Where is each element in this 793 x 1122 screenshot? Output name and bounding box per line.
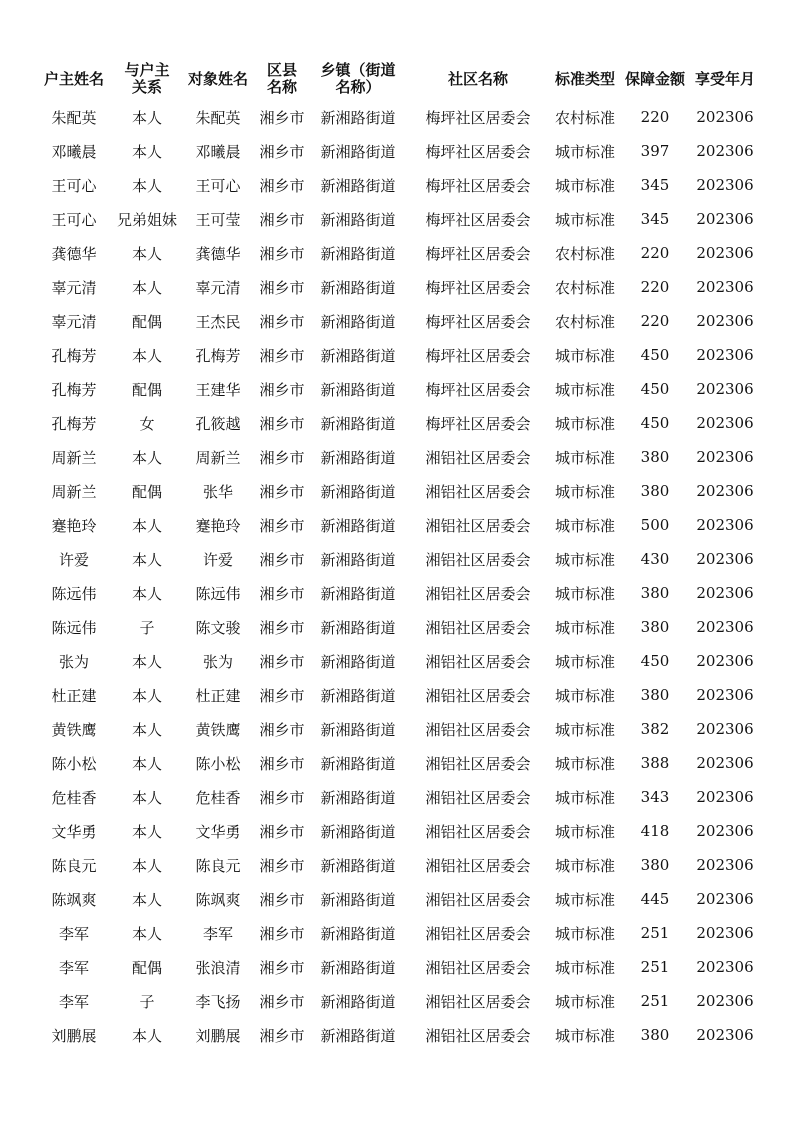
cell-householder-name: 蹇艳玲 bbox=[51, 516, 97, 535]
cell-community: 梅坪社区居委会 bbox=[425, 312, 531, 331]
cell-householder-name: 张为 bbox=[58, 652, 89, 671]
cell-amount: 220 bbox=[640, 312, 670, 330]
cell-recipient-name: 黄铁鹰 bbox=[195, 720, 241, 739]
cell-period: 202306 bbox=[696, 992, 754, 1010]
table-row bbox=[34, 814, 762, 848]
cell-town-street: 新湘路街道 bbox=[320, 448, 396, 467]
cell-amount: 343 bbox=[640, 788, 670, 806]
cell-period: 202306 bbox=[696, 924, 754, 942]
cell-standard-type: 城市标准 bbox=[554, 516, 615, 535]
cell-town-street: 新湘路街道 bbox=[320, 176, 396, 195]
cell-period: 202306 bbox=[696, 244, 754, 262]
cell-householder-name: 陈飒爽 bbox=[51, 890, 97, 909]
cell-relationship: 本人 bbox=[131, 788, 162, 807]
cell-recipient-name: 陈飒爽 bbox=[195, 890, 241, 909]
cell-standard-type: 城市标准 bbox=[554, 176, 615, 195]
cell-county: 湘乡市 bbox=[259, 414, 305, 433]
cell-county: 湘乡市 bbox=[259, 312, 305, 331]
cell-amount: 380 bbox=[640, 584, 670, 602]
cell-community: 梅坪社区居委会 bbox=[425, 278, 531, 297]
table-row bbox=[34, 610, 762, 644]
col-header-standard-type: 标准类型 bbox=[554, 69, 615, 88]
cell-town-street: 新湘路街道 bbox=[320, 720, 396, 739]
cell-householder-name: 陈远伟 bbox=[51, 584, 97, 603]
cell-town-street: 新湘路街道 bbox=[320, 754, 396, 773]
cell-county: 湘乡市 bbox=[259, 550, 305, 569]
cell-period: 202306 bbox=[696, 1026, 754, 1044]
cell-recipient-name: 朱配英 bbox=[195, 108, 241, 127]
cell-period: 202306 bbox=[696, 788, 754, 806]
cell-town-street: 新湘路街道 bbox=[320, 890, 396, 909]
cell-recipient-name: 杜正建 bbox=[195, 686, 241, 705]
cell-recipient-name: 张浪清 bbox=[195, 958, 241, 977]
table-row bbox=[34, 950, 762, 984]
table-row bbox=[34, 882, 762, 916]
cell-community: 梅坪社区居委会 bbox=[425, 244, 531, 263]
cell-relationship: 配偶 bbox=[131, 312, 162, 331]
cell-householder-name: 刘鹏展 bbox=[51, 1026, 97, 1045]
cell-householder-name: 孔梅芳 bbox=[51, 380, 97, 399]
cell-period: 202306 bbox=[696, 958, 754, 976]
cell-householder-name: 辜元清 bbox=[51, 312, 97, 331]
cell-householder-name: 黄铁鹰 bbox=[51, 720, 97, 739]
cell-householder-name: 杜正建 bbox=[51, 686, 97, 705]
cell-period: 202306 bbox=[696, 516, 754, 534]
cell-community: 梅坪社区居委会 bbox=[425, 108, 531, 127]
cell-amount: 450 bbox=[640, 414, 670, 432]
cell-amount: 220 bbox=[640, 108, 670, 126]
cell-standard-type: 城市标准 bbox=[554, 448, 615, 467]
cell-community: 湘铝社区居委会 bbox=[425, 482, 531, 501]
cell-amount: 450 bbox=[640, 380, 670, 398]
cell-county: 湘乡市 bbox=[259, 822, 305, 841]
cell-relationship: 子 bbox=[139, 992, 155, 1011]
cell-period: 202306 bbox=[696, 380, 754, 398]
cell-county: 湘乡市 bbox=[259, 482, 305, 501]
cell-standard-type: 城市标准 bbox=[554, 380, 615, 399]
cell-period: 202306 bbox=[696, 210, 754, 228]
cell-town-street: 新湘路街道 bbox=[320, 618, 396, 637]
cell-county: 湘乡市 bbox=[259, 1026, 305, 1045]
cell-county: 湘乡市 bbox=[259, 890, 305, 909]
col-header-relationship: 与户主 关系 bbox=[124, 61, 170, 96]
cell-town-street: 新湘路街道 bbox=[320, 516, 396, 535]
cell-standard-type: 城市标准 bbox=[554, 924, 615, 943]
cell-relationship: 本人 bbox=[131, 516, 162, 535]
cell-standard-type: 城市标准 bbox=[554, 414, 615, 433]
cell-householder-name: 龚德华 bbox=[51, 244, 97, 263]
cell-relationship: 本人 bbox=[131, 278, 162, 297]
cell-county: 湘乡市 bbox=[259, 992, 305, 1011]
cell-relationship: 本人 bbox=[131, 856, 162, 875]
cell-relationship: 本人 bbox=[131, 448, 162, 467]
cell-relationship: 本人 bbox=[131, 176, 162, 195]
cell-relationship: 本人 bbox=[131, 890, 162, 909]
cell-town-street: 新湘路街道 bbox=[320, 482, 396, 501]
col-header-county: 区县 名称 bbox=[266, 61, 297, 96]
cell-standard-type: 城市标准 bbox=[554, 142, 615, 161]
cell-standard-type: 城市标准 bbox=[554, 856, 615, 875]
cell-standard-type: 城市标准 bbox=[554, 550, 615, 569]
cell-county: 湘乡市 bbox=[259, 278, 305, 297]
cell-period: 202306 bbox=[696, 618, 754, 636]
cell-recipient-name: 张为 bbox=[202, 652, 233, 671]
cell-standard-type: 城市标准 bbox=[554, 482, 615, 501]
table-row bbox=[34, 746, 762, 780]
cell-standard-type: 城市标准 bbox=[554, 992, 615, 1011]
cell-standard-type: 城市标准 bbox=[554, 720, 615, 739]
table-row bbox=[34, 270, 762, 304]
cell-recipient-name: 危桂香 bbox=[195, 788, 241, 807]
cell-amount: 388 bbox=[640, 754, 670, 772]
cell-recipient-name: 陈文骏 bbox=[195, 618, 241, 637]
cell-county: 湘乡市 bbox=[259, 754, 305, 773]
cell-county: 湘乡市 bbox=[259, 108, 305, 127]
cell-standard-type: 城市标准 bbox=[554, 754, 615, 773]
cell-standard-type: 农村标准 bbox=[554, 312, 615, 331]
table-row bbox=[34, 984, 762, 1018]
cell-amount: 450 bbox=[640, 652, 670, 670]
cell-recipient-name: 王可心 bbox=[195, 176, 241, 195]
cell-relationship: 配偶 bbox=[131, 958, 162, 977]
cell-householder-name: 周新兰 bbox=[51, 482, 97, 501]
cell-community: 湘铝社区居委会 bbox=[425, 550, 531, 569]
cell-recipient-name: 周新兰 bbox=[195, 448, 241, 467]
cell-householder-name: 朱配英 bbox=[51, 108, 97, 127]
table-row bbox=[34, 848, 762, 882]
cell-community: 梅坪社区居委会 bbox=[425, 210, 531, 229]
cell-householder-name: 王可心 bbox=[51, 210, 97, 229]
cell-relationship: 配偶 bbox=[131, 380, 162, 399]
cell-community: 湘铝社区居委会 bbox=[425, 890, 531, 909]
cell-town-street: 新湘路街道 bbox=[320, 142, 396, 161]
cell-recipient-name: 文华勇 bbox=[195, 822, 241, 841]
cell-amount: 380 bbox=[640, 856, 670, 874]
cell-town-street: 新湘路街道 bbox=[320, 788, 396, 807]
cell-town-street: 新湘路街道 bbox=[320, 380, 396, 399]
cell-relationship: 子 bbox=[139, 618, 155, 637]
table-row bbox=[34, 202, 762, 236]
table-row bbox=[34, 916, 762, 950]
cell-period: 202306 bbox=[696, 652, 754, 670]
table-row bbox=[34, 406, 762, 440]
cell-householder-name: 陈远伟 bbox=[51, 618, 97, 637]
cell-period: 202306 bbox=[696, 108, 754, 126]
cell-householder-name: 陈小松 bbox=[51, 754, 97, 773]
cell-county: 湘乡市 bbox=[259, 584, 305, 603]
cell-recipient-name: 龚德华 bbox=[195, 244, 241, 263]
table-body bbox=[34, 100, 762, 1052]
table-row bbox=[34, 678, 762, 712]
cell-community: 湘铝社区居委会 bbox=[425, 924, 531, 943]
cell-town-street: 新湘路街道 bbox=[320, 312, 396, 331]
cell-amount: 345 bbox=[640, 176, 670, 194]
cell-community: 湘铝社区居委会 bbox=[425, 448, 531, 467]
cell-period: 202306 bbox=[696, 312, 754, 330]
cell-standard-type: 城市标准 bbox=[554, 788, 615, 807]
cell-amount: 380 bbox=[640, 618, 670, 636]
cell-county: 湘乡市 bbox=[259, 686, 305, 705]
cell-town-street: 新湘路街道 bbox=[320, 822, 396, 841]
cell-householder-name: 文华勇 bbox=[51, 822, 97, 841]
cell-amount: 450 bbox=[640, 346, 670, 364]
cell-town-street: 新湘路街道 bbox=[320, 346, 396, 365]
cell-town-street: 新湘路街道 bbox=[320, 992, 396, 1011]
cell-recipient-name: 李军 bbox=[202, 924, 233, 943]
cell-amount: 380 bbox=[640, 1026, 670, 1044]
cell-town-street: 新湘路街道 bbox=[320, 686, 396, 705]
cell-recipient-name: 陈远伟 bbox=[195, 584, 241, 603]
cell-recipient-name: 王杰民 bbox=[195, 312, 241, 331]
cell-period: 202306 bbox=[696, 278, 754, 296]
cell-recipient-name: 邓曦晨 bbox=[195, 142, 241, 161]
cell-period: 202306 bbox=[696, 176, 754, 194]
table-row bbox=[34, 542, 762, 576]
cell-amount: 397 bbox=[640, 142, 670, 160]
cell-standard-type: 农村标准 bbox=[554, 244, 615, 263]
cell-amount: 445 bbox=[640, 890, 670, 908]
cell-period: 202306 bbox=[696, 890, 754, 908]
col-header-town-street: 乡镇（街道 名称） bbox=[320, 61, 396, 96]
cell-community: 湘铝社区居委会 bbox=[425, 516, 531, 535]
cell-standard-type: 城市标准 bbox=[554, 1026, 615, 1045]
cell-relationship: 本人 bbox=[131, 924, 162, 943]
cell-period: 202306 bbox=[696, 720, 754, 738]
cell-town-street: 新湘路街道 bbox=[320, 958, 396, 977]
assistance-table bbox=[34, 58, 762, 1052]
cell-standard-type: 城市标准 bbox=[554, 584, 615, 603]
cell-recipient-name: 王可莹 bbox=[195, 210, 241, 229]
table-row bbox=[34, 236, 762, 270]
cell-county: 湘乡市 bbox=[259, 516, 305, 535]
col-header-community: 社区名称 bbox=[447, 69, 508, 88]
cell-town-street: 新湘路街道 bbox=[320, 1026, 396, 1045]
cell-amount: 220 bbox=[640, 244, 670, 262]
table-row bbox=[34, 168, 762, 202]
cell-community: 湘铝社区居委会 bbox=[425, 992, 531, 1011]
col-header-householder-name: 户主姓名 bbox=[43, 69, 104, 88]
cell-town-street: 新湘路街道 bbox=[320, 550, 396, 569]
cell-standard-type: 城市标准 bbox=[554, 890, 615, 909]
cell-county: 湘乡市 bbox=[259, 720, 305, 739]
cell-amount: 418 bbox=[640, 822, 670, 840]
cell-county: 湘乡市 bbox=[259, 346, 305, 365]
cell-relationship: 本人 bbox=[131, 720, 162, 739]
cell-householder-name: 孔梅芳 bbox=[51, 346, 97, 365]
cell-recipient-name: 刘鹏展 bbox=[195, 1026, 241, 1045]
cell-householder-name: 王可心 bbox=[51, 176, 97, 195]
cell-community: 湘铝社区居委会 bbox=[425, 788, 531, 807]
cell-relationship: 兄弟姐妹 bbox=[116, 210, 177, 229]
cell-town-street: 新湘路街道 bbox=[320, 856, 396, 875]
assistance-list-sheet bbox=[34, 58, 762, 1052]
cell-relationship: 本人 bbox=[131, 754, 162, 773]
cell-relationship: 本人 bbox=[131, 822, 162, 841]
table-row bbox=[34, 1018, 762, 1052]
cell-recipient-name: 张华 bbox=[202, 482, 233, 501]
cell-period: 202306 bbox=[696, 686, 754, 704]
cell-period: 202306 bbox=[696, 754, 754, 772]
cell-period: 202306 bbox=[696, 346, 754, 364]
cell-standard-type: 城市标准 bbox=[554, 618, 615, 637]
table-row bbox=[34, 474, 762, 508]
cell-amount: 380 bbox=[640, 448, 670, 466]
cell-community: 湘铝社区居委会 bbox=[425, 1026, 531, 1045]
cell-standard-type: 城市标准 bbox=[554, 652, 615, 671]
cell-community: 湘铝社区居委会 bbox=[425, 856, 531, 875]
cell-relationship: 本人 bbox=[131, 244, 162, 263]
cell-community: 湘铝社区居委会 bbox=[425, 754, 531, 773]
cell-recipient-name: 孔筱越 bbox=[195, 414, 241, 433]
cell-community: 湘铝社区居委会 bbox=[425, 686, 531, 705]
table-row bbox=[34, 134, 762, 168]
cell-community: 湘铝社区居委会 bbox=[425, 720, 531, 739]
cell-county: 湘乡市 bbox=[259, 210, 305, 229]
cell-community: 湘铝社区居委会 bbox=[425, 584, 531, 603]
cell-community: 梅坪社区居委会 bbox=[425, 142, 531, 161]
col-header-period: 享受年月 bbox=[694, 69, 755, 88]
cell-relationship: 女 bbox=[139, 414, 155, 433]
cell-town-street: 新湘路街道 bbox=[320, 244, 396, 263]
cell-county: 湘乡市 bbox=[259, 856, 305, 875]
cell-recipient-name: 蹇艳玲 bbox=[195, 516, 241, 535]
cell-recipient-name: 辜元清 bbox=[195, 278, 241, 297]
cell-community: 梅坪社区居委会 bbox=[425, 380, 531, 399]
cell-county: 湘乡市 bbox=[259, 924, 305, 943]
cell-standard-type: 城市标准 bbox=[554, 822, 615, 841]
cell-period: 202306 bbox=[696, 482, 754, 500]
cell-householder-name: 危桂香 bbox=[51, 788, 97, 807]
cell-community: 湘铝社区居委会 bbox=[425, 618, 531, 637]
cell-relationship: 配偶 bbox=[131, 482, 162, 501]
table-row bbox=[34, 440, 762, 474]
cell-town-street: 新湘路街道 bbox=[320, 210, 396, 229]
cell-amount: 251 bbox=[640, 992, 670, 1010]
cell-amount: 251 bbox=[640, 924, 670, 942]
cell-county: 湘乡市 bbox=[259, 618, 305, 637]
table-row bbox=[34, 576, 762, 610]
cell-standard-type: 城市标准 bbox=[554, 346, 615, 365]
table-row bbox=[34, 100, 762, 134]
cell-period: 202306 bbox=[696, 822, 754, 840]
cell-town-street: 新湘路街道 bbox=[320, 278, 396, 297]
col-header-amount: 保障金额 bbox=[624, 69, 685, 88]
cell-amount: 380 bbox=[640, 686, 670, 704]
cell-relationship: 本人 bbox=[131, 1026, 162, 1045]
cell-standard-type: 城市标准 bbox=[554, 210, 615, 229]
cell-householder-name: 李军 bbox=[58, 992, 89, 1011]
cell-standard-type: 农村标准 bbox=[554, 108, 615, 127]
cell-householder-name: 邓曦晨 bbox=[51, 142, 97, 161]
cell-town-street: 新湘路街道 bbox=[320, 108, 396, 127]
cell-county: 湘乡市 bbox=[259, 788, 305, 807]
cell-amount: 220 bbox=[640, 278, 670, 296]
col-header-recipient-name: 对象姓名 bbox=[187, 69, 248, 88]
cell-householder-name: 李军 bbox=[58, 958, 89, 977]
cell-county: 湘乡市 bbox=[259, 958, 305, 977]
cell-recipient-name: 李飞扬 bbox=[195, 992, 241, 1011]
cell-standard-type: 城市标准 bbox=[554, 686, 615, 705]
cell-householder-name: 李军 bbox=[58, 924, 89, 943]
cell-period: 202306 bbox=[696, 584, 754, 602]
cell-period: 202306 bbox=[696, 142, 754, 160]
cell-standard-type: 城市标准 bbox=[554, 958, 615, 977]
cell-town-street: 新湘路街道 bbox=[320, 584, 396, 603]
cell-standard-type: 农村标准 bbox=[554, 278, 615, 297]
cell-householder-name: 许爱 bbox=[58, 550, 89, 569]
cell-town-street: 新湘路街道 bbox=[320, 924, 396, 943]
cell-amount: 382 bbox=[640, 720, 670, 738]
cell-county: 湘乡市 bbox=[259, 652, 305, 671]
cell-county: 湘乡市 bbox=[259, 380, 305, 399]
cell-amount: 251 bbox=[640, 958, 670, 976]
cell-town-street: 新湘路街道 bbox=[320, 652, 396, 671]
table-row bbox=[34, 780, 762, 814]
cell-county: 湘乡市 bbox=[259, 176, 305, 195]
cell-community: 湘铝社区居委会 bbox=[425, 958, 531, 977]
cell-relationship: 本人 bbox=[131, 652, 162, 671]
cell-period: 202306 bbox=[696, 550, 754, 568]
cell-relationship: 本人 bbox=[131, 550, 162, 569]
cell-amount: 380 bbox=[640, 482, 670, 500]
cell-county: 湘乡市 bbox=[259, 142, 305, 161]
table-row bbox=[34, 338, 762, 372]
cell-community: 梅坪社区居委会 bbox=[425, 414, 531, 433]
cell-relationship: 本人 bbox=[131, 584, 162, 603]
cell-community: 湘铝社区居委会 bbox=[425, 652, 531, 671]
table-row bbox=[34, 644, 762, 678]
cell-community: 梅坪社区居委会 bbox=[425, 346, 531, 365]
cell-community: 湘铝社区居委会 bbox=[425, 822, 531, 841]
cell-amount: 430 bbox=[640, 550, 670, 568]
cell-relationship: 本人 bbox=[131, 346, 162, 365]
cell-recipient-name: 王建华 bbox=[195, 380, 241, 399]
cell-period: 202306 bbox=[696, 448, 754, 466]
cell-period: 202306 bbox=[696, 856, 754, 874]
cell-county: 湘乡市 bbox=[259, 244, 305, 263]
cell-householder-name: 陈良元 bbox=[51, 856, 97, 875]
cell-amount: 500 bbox=[640, 516, 670, 534]
table-row bbox=[34, 712, 762, 746]
cell-relationship: 本人 bbox=[131, 142, 162, 161]
cell-county: 湘乡市 bbox=[259, 448, 305, 467]
table-row bbox=[34, 304, 762, 338]
cell-period: 202306 bbox=[696, 414, 754, 432]
cell-community: 梅坪社区居委会 bbox=[425, 176, 531, 195]
cell-recipient-name: 孔梅芳 bbox=[195, 346, 241, 365]
cell-town-street: 新湘路街道 bbox=[320, 414, 396, 433]
cell-recipient-name: 陈小松 bbox=[195, 754, 241, 773]
cell-recipient-name: 许爱 bbox=[202, 550, 233, 569]
cell-householder-name: 孔梅芳 bbox=[51, 414, 97, 433]
cell-relationship: 本人 bbox=[131, 686, 162, 705]
table-row bbox=[34, 508, 762, 542]
cell-recipient-name: 陈良元 bbox=[195, 856, 241, 875]
cell-amount: 345 bbox=[640, 210, 670, 228]
header-row bbox=[34, 58, 762, 100]
cell-relationship: 本人 bbox=[131, 108, 162, 127]
table-row bbox=[34, 372, 762, 406]
cell-householder-name: 周新兰 bbox=[51, 448, 97, 467]
cell-householder-name: 辜元清 bbox=[51, 278, 97, 297]
